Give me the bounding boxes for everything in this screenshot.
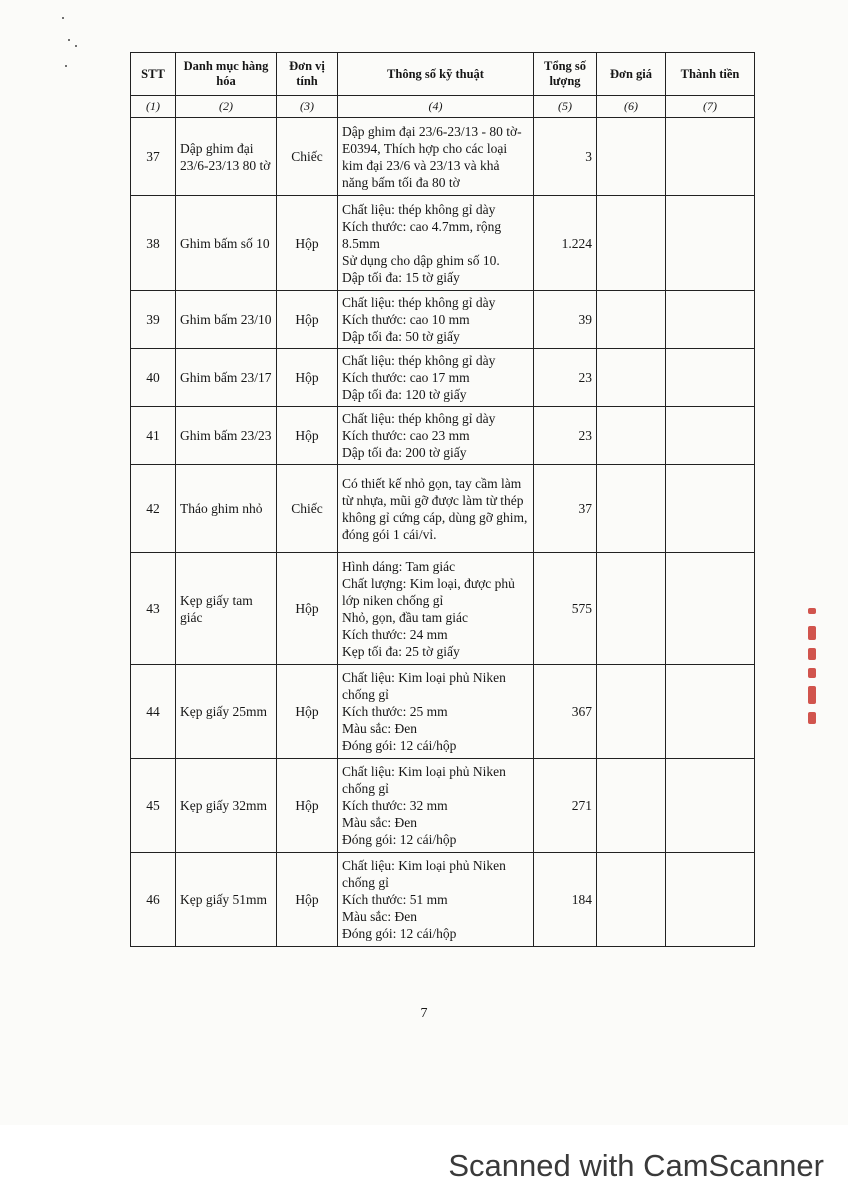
cell-stt: 41 <box>131 407 176 465</box>
col-number: (4) <box>338 96 534 118</box>
cell-total <box>666 196 755 291</box>
table-row <box>131 465 755 553</box>
cell-unit: Chiếc <box>277 118 338 196</box>
table-header-row <box>131 53 755 96</box>
table-row <box>131 665 755 759</box>
cell-qty: 184 <box>534 853 597 947</box>
cell-total <box>666 465 755 553</box>
scanner-watermark: Scanned with CamScanner <box>448 1148 824 1183</box>
cell-stt: 39 <box>131 291 176 349</box>
cell-price <box>597 118 666 196</box>
cell-name: Kẹp giấy 32mm <box>176 759 277 853</box>
cell-spec: Hình dáng: Tam giác Chất lượng: Kim loại, được phủ lớp niken chống gỉ Nhỏ, gọn, đầu tam giác Kích thước: 24 mm Kẹp tối đa: 25 tờ giấy <box>338 553 534 665</box>
cell-stt: 38 <box>131 196 176 291</box>
cell-spec: Chất liệu: thép không gỉ dày Kích thước: cao 17 mm Dập tối đa: 120 tờ giấy <box>338 349 534 407</box>
cell-stt: 44 <box>131 665 176 759</box>
side-stamp-mark <box>804 608 820 738</box>
table-row <box>131 291 755 349</box>
cell-spec: Chất liệu: thép không gỉ dày Kích thước: cao 23 mm Dập tối đa: 200 tờ giấy <box>338 407 534 465</box>
cell-price <box>597 853 666 947</box>
cell-name: Kẹp giấy tam giác <box>176 553 277 665</box>
cell-unit: Hộp <box>277 349 338 407</box>
cell-name: Ghim bấm 23/17 <box>176 349 277 407</box>
table-row <box>131 759 755 853</box>
cell-spec: Chất liệu: thép không gỉ dày Kích thước: cao 10 mm Dập tối đa: 50 tờ giấy <box>338 291 534 349</box>
cell-name: Ghim bấm 23/23 <box>176 407 277 465</box>
page-number: 7 <box>420 1006 428 1021</box>
header-unit: Đơn vị tính <box>277 53 338 96</box>
table-row <box>131 118 755 196</box>
cell-unit: Hộp <box>277 853 338 947</box>
cell-qty: 1.224 <box>534 196 597 291</box>
column-number-row <box>131 96 755 118</box>
cell-unit: Hộp <box>277 665 338 759</box>
cell-name: Tháo ghim nhỏ <box>176 465 277 553</box>
cell-unit: Hộp <box>277 291 338 349</box>
cell-price <box>597 665 666 759</box>
cell-stt: 42 <box>131 465 176 553</box>
cell-price <box>597 465 666 553</box>
cell-stt: 37 <box>131 118 176 196</box>
cell-qty: 39 <box>534 291 597 349</box>
cell-qty: 3 <box>534 118 597 196</box>
col-number: (3) <box>277 96 338 118</box>
col-number: (5) <box>534 96 597 118</box>
cell-total <box>666 853 755 947</box>
cell-stt: 40 <box>131 349 176 407</box>
cell-name: Ghim bấm 23/10 <box>176 291 277 349</box>
cell-price <box>597 196 666 291</box>
cell-total <box>666 407 755 465</box>
cell-total <box>666 759 755 853</box>
cell-total <box>666 553 755 665</box>
cell-price <box>597 759 666 853</box>
cell-qty: 23 <box>534 349 597 407</box>
header-spec: Thông số kỹ thuật <box>338 53 534 96</box>
cell-price <box>597 349 666 407</box>
cell-price <box>597 553 666 665</box>
cell-price <box>597 291 666 349</box>
table-row <box>131 196 755 291</box>
cell-spec: Chất liệu: Kim loại phủ Niken chống gỉ Kích thước: 51 mm Màu sắc: Đen Đóng gói: 12 cái/hộp <box>338 853 534 947</box>
cell-spec: Chất liệu: Kim loại phủ Niken chống gỉ Kích thước: 32 mm Màu sắc: Đen Đóng gói: 12 cái/hộp <box>338 759 534 853</box>
cell-stt: 45 <box>131 759 176 853</box>
cell-total <box>666 291 755 349</box>
cell-qty: 575 <box>534 553 597 665</box>
cell-total <box>666 118 755 196</box>
cell-total <box>666 349 755 407</box>
cell-unit: Hộp <box>277 553 338 665</box>
header-name: Danh mục hàng hóa <box>176 53 277 96</box>
table-row <box>131 853 755 947</box>
cell-price <box>597 407 666 465</box>
cell-qty: 37 <box>534 465 597 553</box>
cell-spec: Dập ghim đại 23/6-23/13 - 80 tờ-E0394, Thích hợp cho các loại kim đại 23/6 và 23/13 và khả năng bấm tối đa 80 tờ <box>338 118 534 196</box>
header-price: Đơn giá <box>597 53 666 96</box>
cell-unit: Hộp <box>277 196 338 291</box>
col-number: (1) <box>131 96 176 118</box>
cell-total <box>666 665 755 759</box>
table-row <box>131 553 755 665</box>
col-number: (2) <box>176 96 277 118</box>
col-number: (6) <box>597 96 666 118</box>
cell-name: Kẹp giấy 51mm <box>176 853 277 947</box>
cell-qty: 23 <box>534 407 597 465</box>
table-row <box>131 407 755 465</box>
goods-table <box>130 52 755 947</box>
cell-qty: 367 <box>534 665 597 759</box>
header-stt: STT <box>131 53 176 96</box>
header-qty: Tổng số lượng <box>534 53 597 96</box>
cell-spec: Chất liệu: Kim loại phủ Niken chống gỉ Kích thước: 25 mm Màu sắc: Đen Đóng gói: 12 cái/hộp <box>338 665 534 759</box>
cell-spec: Chất liệu: thép không gỉ dày Kích thước: cao 4.7mm, rộng 8.5mm Sử dụng cho dập ghim số 10. Dập tối đa: 15 tờ giấy <box>338 196 534 291</box>
cell-name: Ghim bấm số 10 <box>176 196 277 291</box>
header-total: Thành tiền <box>666 53 755 96</box>
table-row <box>131 349 755 407</box>
cell-unit: Hộp <box>277 759 338 853</box>
col-number: (7) <box>666 96 755 118</box>
cell-stt: 43 <box>131 553 176 665</box>
cell-spec: Có thiết kế nhỏ gọn, tay cầm làm từ nhựa, mũi gỡ được làm từ thép không gỉ cứng cáp, dùng gỡ ghim, đóng gói 1 cái/vỉ. <box>338 465 534 553</box>
cell-name: Dập ghim đại 23/6-23/13 80 tờ <box>176 118 277 196</box>
cell-unit: Chiếc <box>277 465 338 553</box>
cell-stt: 46 <box>131 853 176 947</box>
scan-specks <box>60 15 90 75</box>
cell-qty: 271 <box>534 759 597 853</box>
cell-name: Kẹp giấy 25mm <box>176 665 277 759</box>
cell-unit: Hộp <box>277 407 338 465</box>
